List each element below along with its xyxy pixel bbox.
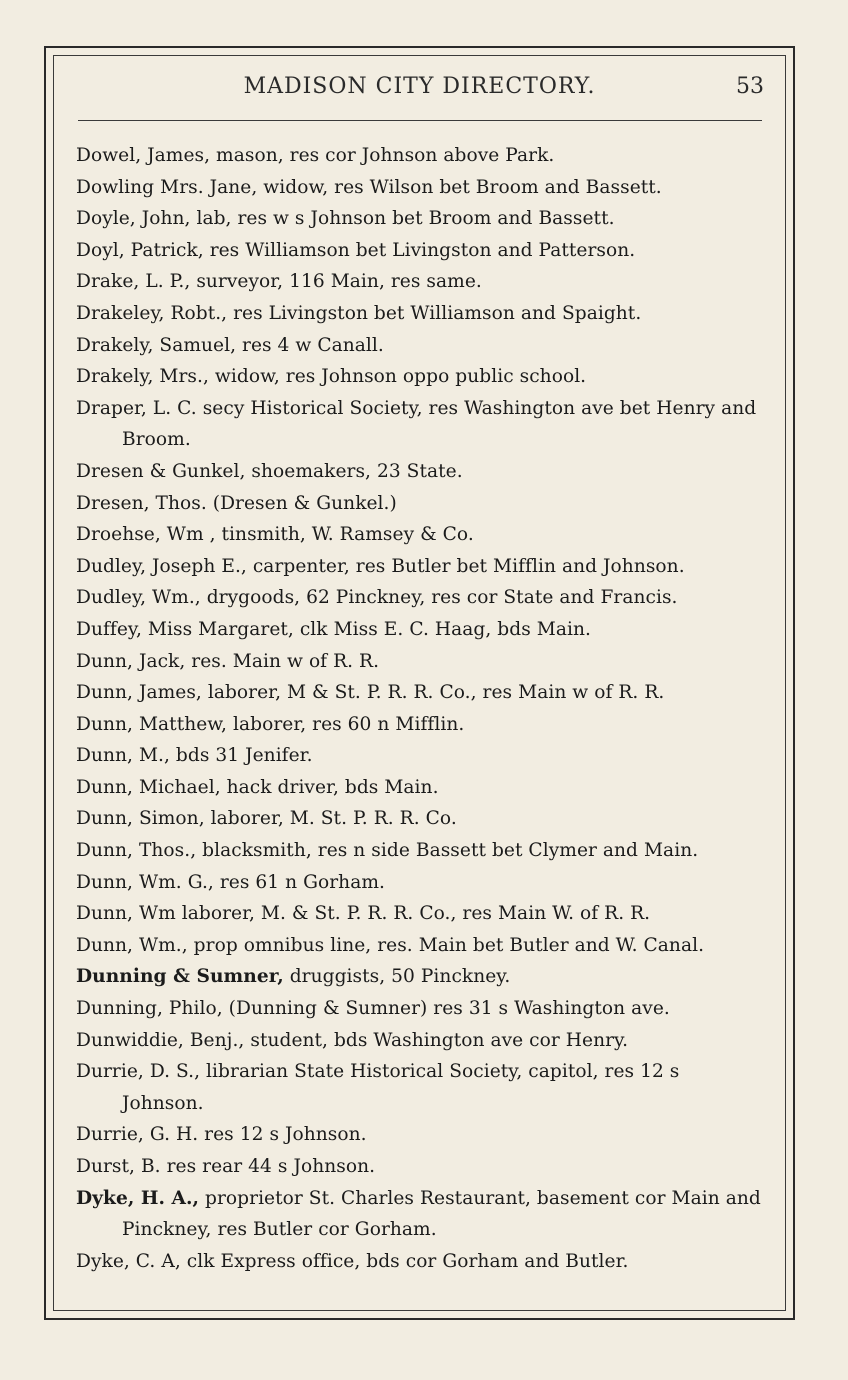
entry-details: secy Historical Society, res Washington ave bet Henry and Broom. [122,397,757,451]
directory-entry [76,898,766,930]
entry-details: laborer, M & St. P. R. R. Co., res Main w of R. R. [201,682,665,704]
entry-name: Drakely, Mrs., [76,366,209,388]
entry-details: res Livingston bet Williamson and Spaight. [227,302,642,324]
directory-entry [76,1119,766,1151]
page-number: 53 [736,74,764,99]
entry-details: laborer, res 60 n Mifflin. [227,713,465,735]
entry-details: widow, res Wilson bet Broom and Bassett. [257,176,662,198]
directory-entry [76,519,766,551]
directory-entry [76,266,766,298]
page-header [53,74,786,106]
entry-name: Dyke, C. A, [76,1250,181,1272]
header-rule [78,120,762,121]
directory-entry [76,488,766,520]
directory-entry [76,646,766,678]
entry-details: res 12 s Johnson. [198,1124,367,1146]
entry-details: librarian State Historical Society, capitol, res 12 s Johnson. [122,1061,680,1114]
directory-entry [76,361,766,393]
entry-details: res rear 44 s Johnson. [160,1156,376,1177]
entry-name: Dunn, Thos., [76,840,197,862]
entry-name: Dudley, Joseph E., [76,555,247,577]
entry-details: lab, res w s Johnson bet Broom and Bassett. [190,208,615,230]
entry-name: Dunning, Philo, [76,998,223,1020]
entry-name: Durrie, G. H. [76,1124,199,1146]
directory-entry [76,203,766,235]
entry-name: Dunn, James, [76,682,202,704]
entry-name: Dunn, Wm., [76,934,188,956]
directory-entry [76,298,766,330]
entry-name: Dowel, James, [76,145,211,166]
directory-entry [76,456,766,488]
entry-name: Dunn, Michael, [76,776,221,798]
directory-entry [76,172,766,204]
entry-name: Durst, B. [76,1156,161,1177]
directory-entry [76,803,766,835]
entry-name: Dowling Mrs. Jane, [76,176,258,198]
entry-details: res. Main w of R. R. [185,650,380,672]
entry-details: (Dunning & Sumner) res 31 s Washington ave. [222,998,670,1020]
entry-name: Dunwiddie, Benj., [76,1029,245,1051]
entry-name: Dresen & Gunkel, [76,460,246,482]
directory-entry [76,1025,766,1057]
entry-name: Dyke, H. A., [76,1187,200,1209]
directory-entry [76,235,766,267]
entry-name: Dudley, Wm., [76,587,201,609]
directory-entry [76,1151,766,1183]
directory-entry [76,582,766,614]
entry-details: mason, res cor Johnson above Park. [210,145,555,166]
directory-entry [76,140,766,172]
directory-entry [76,551,766,583]
directory-entry [76,961,766,993]
entry-name: Doyl, Patrick, [76,239,204,261]
entry-details: bds 31 Jenifer. [169,745,313,767]
entry-details: res 61 n Gorham. [213,871,385,893]
entry-details: res Williamson bet Livingston and Patterson. [203,239,636,261]
entry-name: Dunn, Jack, [76,650,186,672]
entry-details: blacksmith, res n side Bassett bet Clymer and Main. [196,840,699,862]
entry-name: Dunn, Matthew, [76,713,228,735]
entry-details: proprietor St. Charles Restaurant, basement cor Main and Pinckney, res Butler cor Gorham. [122,1187,761,1241]
entry-details: drygoods, 62 Pinckney, res cor State and Francis. [200,587,678,609]
entry-name: Dunn, Simon, [76,808,205,830]
entry-details: tinsmith, W. Ramsey & Co. [215,524,474,546]
entry-name: Drake, L. P., [76,271,191,293]
directory-entry [76,393,766,456]
directory-entry [76,993,766,1025]
entry-details: res 4 w Canall. [236,334,384,356]
entry-name: Doyle, John, [76,208,191,230]
entry-name: Drakeley, Robt., [76,302,228,324]
entry-details: (Dresen & Gunkel.) [206,492,397,514]
entry-name: Dunning & Sumner, [76,966,284,988]
directory-entry [76,1056,766,1119]
directory-entry [76,709,766,741]
entry-name: Dunn, M., [76,745,170,767]
entry-name: Droehse, Wm , [76,524,216,546]
directory-entry [76,867,766,899]
entry-name: Draper, L. C. [76,397,197,419]
entry-details: hack driver, bds Main. [220,776,439,798]
entry-details: shoemakers, 23 State. [245,460,463,482]
entry-name: Dunn, Wm. G., [76,871,214,893]
directory-entry [76,740,766,772]
directory-entry [76,930,766,962]
directory-entry [76,614,766,646]
entry-details: prop omnibus line, res. Main bet Butler and W. Canal. [187,934,705,956]
directory-entries [76,140,766,1277]
directory-entry [76,677,766,709]
entry-details: carpenter, res Butler bet Mifflin and Johnson. [246,555,685,577]
entry-details: surveyor, 116 Main, res same. [190,271,482,293]
entry-details: widow, res Johnson oppo public school. [208,366,587,388]
entry-name: Durrie, D. S., [76,1061,201,1083]
page-title: MADISON CITY DIRECTORY. [243,74,596,99]
entry-details: clk Express office, bds cor Gorham and Butler. [180,1250,629,1272]
directory-entry [76,1183,766,1246]
entry-details: laborer, M. & St. P. R. R. Co., res Main W. of R. R. [175,903,651,925]
directory-entry [76,772,766,804]
entry-details: laborer, M. St. P. R. R. Co. [204,808,457,830]
directory-entry [76,835,766,867]
entry-details: druggists, 50 Pinckney. [283,966,511,988]
entry-name: Dunn, Wm [76,903,176,925]
directory-entry [76,1246,766,1278]
entry-name: Dresen, Thos. [76,492,207,514]
directory-entry [76,330,766,362]
entry-name: Duffey, Miss Margaret, [76,618,294,640]
entry-details: clk Miss E. C. Haag, bds Main. [293,618,591,640]
entry-name: Drakely, Samuel, [76,334,237,356]
entry-details: student, bds Washington ave cor Henry. [244,1029,629,1051]
